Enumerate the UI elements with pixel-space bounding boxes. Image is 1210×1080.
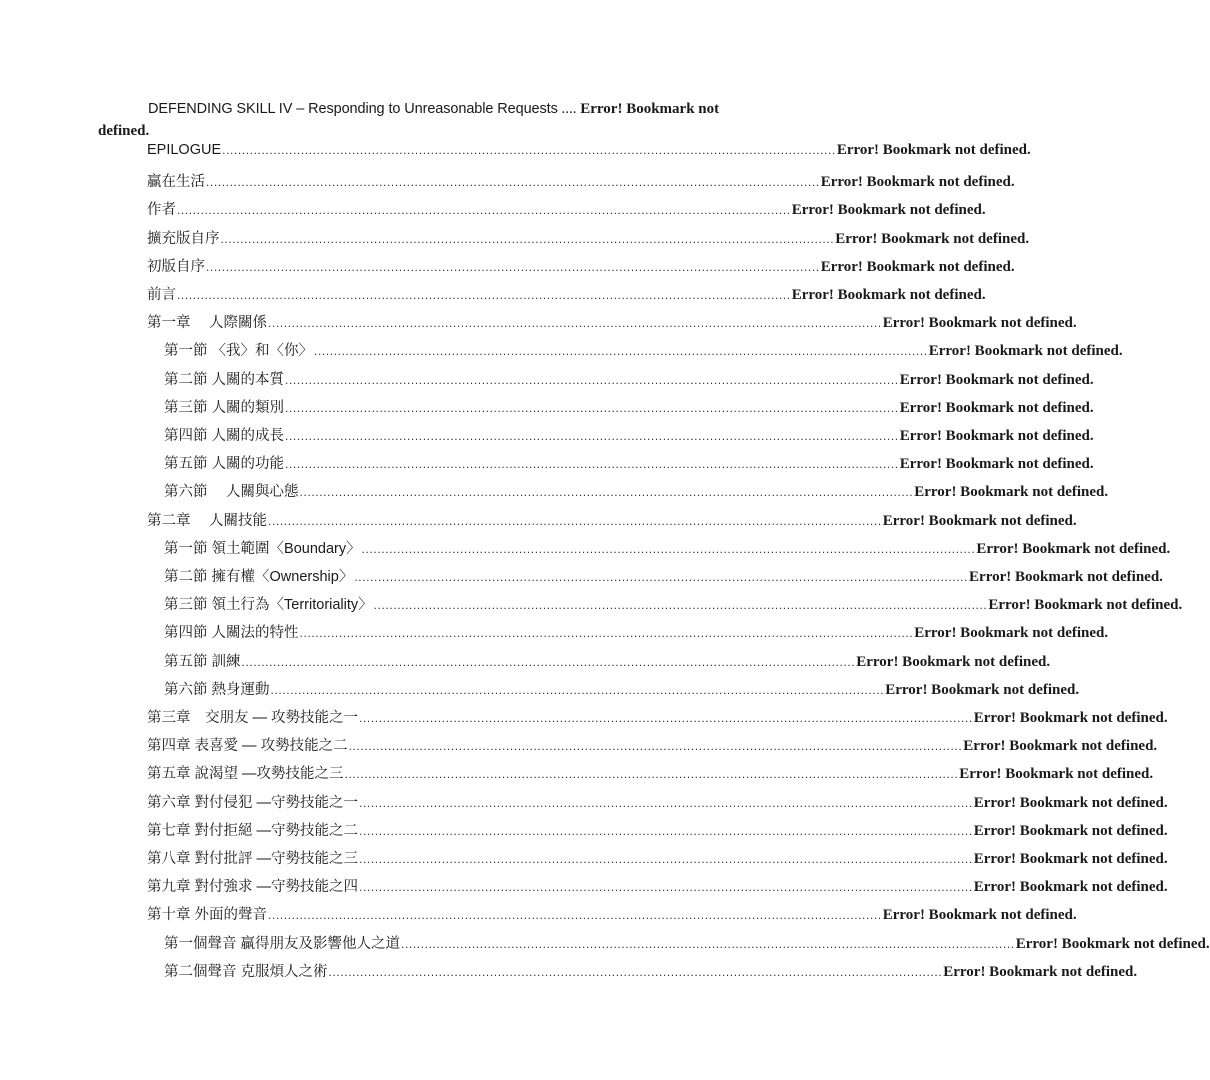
toc-entry-title: EPILOGUE	[147, 142, 222, 158]
dot-leader: ............................................................................................................................................................	[314, 344, 928, 359]
dot-leader: ............................................................................................................................................................	[299, 626, 914, 641]
toc-entry-title: 第六節 熱身運動	[164, 681, 270, 698]
toc-entry-title: 第二章 人關技能	[147, 512, 268, 529]
toc-entry-title: 擴充版自序	[147, 230, 220, 247]
toc-entry[interactable]	[147, 227, 1030, 249]
bookmark-error-text: Error! Bookmark not defined.	[885, 681, 1080, 698]
toc-entry-title: 第二節 擁有權〈Ownership〉	[164, 569, 354, 585]
toc-entry-title: 第三節 領土行為〈Territoriality〉	[164, 597, 373, 614]
toc-entry-title: 初版自序	[147, 258, 205, 275]
bookmark-error-text: Error! Bookmark not defined.	[899, 371, 1094, 388]
toc-entry[interactable]	[147, 509, 1077, 531]
toc-entry[interactable]	[147, 311, 1077, 333]
bookmark-error-text: Error! Bookmark not defined.	[791, 202, 986, 219]
dot-leader: ............................................................................................................................................................	[268, 513, 882, 528]
bookmark-error-text: Error! Bookmark not defined.	[914, 484, 1109, 501]
dot-leader: ............................................................................................................................................................	[344, 767, 959, 782]
bookmark-error-text: Error! Bookmark not defined.	[899, 456, 1094, 473]
bookmark-error-text: Error! Bookmark not defined.	[976, 540, 1171, 557]
toc-entry-title: 第四節 人關的成長	[164, 428, 285, 444]
dot-leader: ............................................................................................................................................................	[359, 852, 973, 866]
toc-entry[interactable]	[164, 368, 1094, 390]
toc-entry[interactable]	[147, 875, 1168, 897]
bookmark-error-text: Error! Bookmark not defined.	[836, 142, 1031, 158]
bookmark-error-text: Error! Bookmark not defined.	[899, 428, 1094, 444]
toc-entry-title: 第六節 人關與心態	[164, 484, 299, 501]
toc-entry-title: 第九章 對付強求 —守勢技能之四	[147, 879, 359, 896]
bookmark-error-text: Error! Bookmark not defined.	[820, 174, 1015, 191]
bookmark-error-text: Error! Bookmark not defined.	[791, 287, 986, 303]
toc-entry[interactable]	[164, 452, 1094, 474]
toc-entry[interactable]	[164, 932, 1210, 954]
dot-leader: ....	[561, 101, 577, 117]
toc-entry-title: 前言	[147, 287, 176, 303]
bookmark-error-text: Error! Bookmark not defined.	[820, 258, 1015, 275]
toc-entry-title: 第二個聲音 克服煩人之術	[164, 963, 328, 980]
dot-leader: ............................................................................................................................................................	[268, 316, 882, 331]
bookmark-error-text: Error! Bookmark not defined.	[959, 766, 1154, 783]
toc-entry[interactable]	[164, 621, 1109, 643]
toc-entry-title: 第一章 人際關係	[147, 315, 268, 332]
dot-leader: ............................................................................................................................................................	[241, 654, 856, 669]
toc-entry[interactable]	[164, 650, 1051, 672]
toc-entry[interactable]	[164, 339, 1123, 361]
toc-entry-title: 贏在生活	[147, 174, 205, 191]
dot-leader: ............................................................................................................................................................	[177, 203, 791, 218]
toc-entry[interactable]	[147, 198, 986, 220]
toc-entry-title: 第十章 外面的聲音	[147, 907, 268, 924]
toc-entry-title: 第六章 對付侵犯 —守勢技能之一	[147, 794, 359, 811]
toc-entry[interactable]	[147, 847, 1168, 869]
dot-leader: ............................................................................................................................................................	[401, 936, 1015, 951]
toc-entry[interactable]	[147, 706, 1168, 728]
toc-entry-title: 第一節 〈我〉和〈你〉	[164, 343, 314, 360]
toc-entry[interactable]	[147, 903, 1077, 925]
dot-leader: ............................................................................................................................................................	[206, 175, 820, 190]
bookmark-error-text-continued: defined.	[98, 123, 150, 139]
bookmark-error-text: Error! Bookmark not defined.	[835, 230, 1030, 247]
bookmark-error-text: Error! Bookmark not defined.	[882, 512, 1077, 529]
toc-entry-title: 第三節 人關的類別	[164, 399, 285, 416]
toc-entry[interactable]	[164, 565, 1163, 587]
bookmark-error-text: Error! Bookmark not defined.	[973, 822, 1168, 839]
toc-entry[interactable]	[164, 960, 1138, 982]
dot-leader: ............................................................................................................................................................	[220, 231, 835, 246]
toc-entry-title: 第四節 人關法的特性	[164, 625, 299, 642]
toc-entry-title: 第一節 領土範圍〈Boundary〉	[164, 540, 361, 557]
bookmark-error-text: Error! Bookmark not defined.	[856, 653, 1051, 670]
toc-entry[interactable]	[147, 283, 986, 305]
dot-leader: ............................................................................................................................................................	[268, 908, 882, 923]
dot-leader: ............................................................................................................................................................	[361, 541, 976, 556]
dot-leader: ............................................................................................................................................................	[359, 823, 973, 838]
toc-entry[interactable]	[164, 480, 1109, 502]
bookmark-error-text: Error! Bookmark not defined.	[973, 879, 1168, 896]
toc-entry[interactable]	[147, 255, 1015, 277]
bookmark-error-text: Error! Bookmark not defined.	[963, 738, 1158, 755]
toc-entry[interactable]	[147, 791, 1168, 813]
toc-entry-title: 第三章 交朋友 — 攻勢技能之一	[147, 710, 359, 726]
dot-leader: ............................................................................................................................................................	[285, 400, 899, 415]
toc-entry[interactable]	[147, 142, 1031, 164]
toc-entry[interactable]	[164, 424, 1094, 446]
toc-entry[interactable]	[147, 734, 1158, 756]
dot-leader: ............................................................................................................................................................	[270, 682, 885, 697]
dot-leader: ............................................................................................................................................................	[373, 598, 988, 613]
dot-leader: ............................................................................................................................................................	[285, 457, 899, 472]
toc-entry-title: 第五章 說渴望 —攻勢技能之三	[147, 766, 344, 783]
dot-leader: ............................................................................................................................................................	[359, 880, 973, 895]
toc-entry[interactable]	[147, 762, 1154, 784]
bookmark-error-text: Error! Bookmark not defined.	[1015, 935, 1210, 952]
toc-entry[interactable]	[147, 170, 1015, 192]
bookmark-error-text: Error! Bookmark not defined.	[882, 907, 1077, 924]
toc-entry[interactable]	[164, 593, 1183, 615]
toc-entry[interactable]	[164, 537, 1171, 559]
toc-entry[interactable]	[164, 396, 1094, 418]
toc-entry-title: 第五節 人關的功能	[164, 456, 285, 473]
toc-entry[interactable]	[147, 819, 1168, 841]
toc-entry-defending-skill-iv[interactable]	[98, 98, 738, 142]
dot-leader: ............................................................................................................................................................	[328, 964, 943, 979]
bookmark-error-text: Error! Bookmark not defined.	[973, 851, 1168, 867]
dot-leader: ............................................................................................................................................................	[285, 372, 899, 387]
dot-leader: ............................................................................................................................................................	[299, 485, 914, 500]
toc-entry-title: 第七章 對付拒絕 —守勢技能之二	[147, 822, 359, 839]
bookmark-error-text: Error! Bookmark not defined.	[928, 343, 1123, 360]
toc-entry-title: 第四章 表喜愛 — 攻勢技能之二	[147, 738, 348, 755]
bookmark-error-text: Error! Bookmark not defined.	[969, 569, 1163, 585]
bookmark-error-text: Error! Bookmark not defined.	[973, 710, 1168, 726]
toc-entry-title: 作者	[147, 202, 176, 219]
bookmark-error-text: Error! Bookmark not defined.	[943, 963, 1138, 980]
dot-leader: ............................................................................................................................................................	[222, 143, 836, 157]
bookmark-error-text: Error! Bookmark not defined.	[914, 625, 1109, 642]
dot-leader: ............................................................................................................................................................	[348, 739, 963, 754]
bookmark-error-text: Error! Bookmark not defined.	[988, 597, 1183, 614]
bookmark-error-text: Error! Bookmark not	[580, 101, 720, 117]
dot-leader: ............................................................................................................................................................	[354, 570, 969, 584]
dot-leader: ............................................................................................................................................................	[206, 259, 820, 274]
toc-entry-title: 第八章 對付批評 —守勢技能之三	[147, 851, 359, 867]
dot-leader: ............................................................................................................................................................	[359, 711, 973, 725]
dot-leader: ............................................................................................................................................................	[359, 795, 973, 810]
toc-entry[interactable]	[164, 678, 1080, 700]
bookmark-error-text: Error! Bookmark not defined.	[899, 399, 1094, 416]
bookmark-error-text: Error! Bookmark not defined.	[882, 315, 1077, 332]
toc-entry-title: 第一個聲音 贏得朋友及影響他人之道	[164, 935, 401, 952]
bookmark-error-text: Error! Bookmark not defined.	[973, 794, 1168, 811]
toc-entry-title: 第五節 訓練	[164, 653, 241, 670]
toc-entry-title: 第二節 人關的本質	[164, 371, 285, 388]
dot-leader: ............................................................................................................................................................	[177, 288, 791, 302]
dot-leader: ............................................................................................................................................................	[285, 429, 899, 443]
toc-entry-title: DEFENDING SKILL IV – Responding to Unreasonable Requests	[148, 101, 558, 117]
